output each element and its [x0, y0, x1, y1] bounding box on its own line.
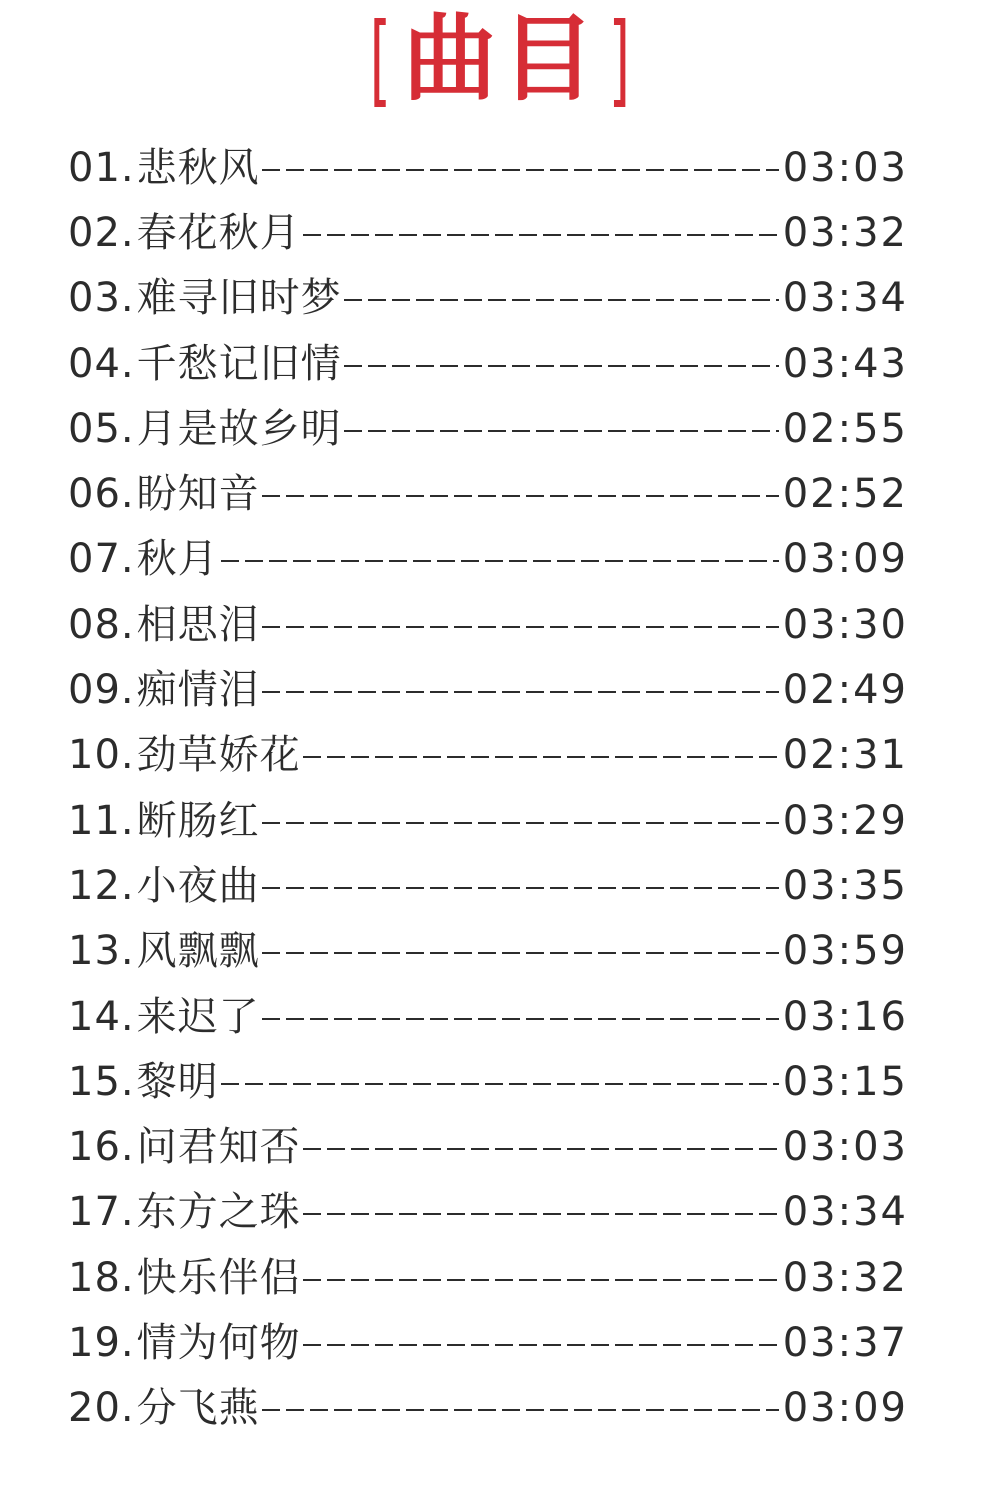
track-name: 问君知否: [136, 1124, 301, 1171]
dash-leader: [262, 495, 779, 497]
dash-leader: [262, 1018, 779, 1020]
track-number: 18.: [68, 1254, 135, 1301]
track-duration: 03:30: [782, 601, 908, 648]
track-duration: 03:34: [782, 275, 908, 322]
track-number: 17.: [68, 1189, 135, 1236]
track-name: 劲草娇花: [136, 732, 301, 779]
dash-leader: [344, 365, 779, 367]
dash-leader: [303, 1148, 779, 1150]
track-row: [68, 919, 908, 984]
track-row: [68, 853, 908, 918]
track-number: 12.: [68, 862, 135, 909]
track-name: 来迟了: [136, 993, 260, 1040]
track-duration: 03:09: [782, 1385, 908, 1432]
dash-leader: [303, 1213, 779, 1215]
dash-leader: [344, 299, 779, 301]
dash-leader: [262, 887, 779, 889]
track-duration: 03:09: [782, 536, 908, 583]
track-duration: 02:52: [782, 471, 908, 518]
track-row: [68, 592, 908, 657]
dash-leader: [262, 822, 779, 824]
track-number: 16.: [68, 1124, 135, 1171]
track-row: [68, 1310, 908, 1375]
track-row: [68, 1180, 908, 1245]
title-open-bracket: [: [369, 1, 394, 118]
track-number: 15.: [68, 1058, 135, 1105]
track-row: [68, 1376, 908, 1441]
track-number: 07.: [68, 536, 135, 583]
track-name: 月是故乡明: [136, 405, 342, 452]
title-close-bracket: ]: [608, 1, 633, 118]
dash-leader: [262, 626, 779, 628]
dash-leader: [303, 234, 779, 236]
track-number: 01.: [68, 144, 135, 191]
track-duration: 03:37: [782, 1319, 908, 1366]
track-duration: 03:59: [782, 928, 908, 975]
track-number: 04.: [68, 340, 135, 387]
track-row: [68, 788, 908, 853]
track-name: 悲秋风: [136, 144, 260, 191]
track-number: 20.: [68, 1385, 135, 1432]
dash-leader: [262, 169, 779, 171]
dash-leader: [303, 1279, 779, 1281]
track-name: 小夜曲: [136, 862, 260, 909]
track-number: 05.: [68, 405, 135, 452]
track-duration: 03:32: [782, 209, 908, 256]
track-name: 千愁记旧情: [136, 340, 342, 387]
track-row: [68, 723, 908, 788]
track-name: 难寻旧时梦: [136, 275, 342, 322]
track-row: [68, 1114, 908, 1179]
title-text: 曲目: [402, 5, 599, 114]
track-duration: 03:34: [782, 1189, 908, 1236]
track-number: 09.: [68, 667, 135, 714]
track-duration: 03:32: [782, 1254, 908, 1301]
track-duration: 02:49: [782, 667, 908, 714]
track-name: 风飘飘: [136, 928, 260, 975]
dash-leader: [262, 952, 779, 954]
track-number: 06.: [68, 471, 135, 518]
track-row: [68, 135, 908, 200]
track-duration: 03:16: [782, 993, 908, 1040]
track-number: 19.: [68, 1319, 135, 1366]
track-number: 03.: [68, 275, 135, 322]
track-row: [68, 461, 908, 526]
track-number: 08.: [68, 601, 135, 648]
track-duration: 03:03: [782, 1124, 908, 1171]
track-row: [68, 200, 908, 265]
dash-leader: [303, 756, 779, 758]
track-duration: 03:43: [782, 340, 908, 387]
track-number: 13.: [68, 928, 135, 975]
track-row: [68, 1245, 908, 1310]
page-title: [0, 0, 1002, 120]
track-row: [68, 1049, 908, 1114]
track-row: [68, 984, 908, 1049]
track-number: 14.: [68, 993, 135, 1040]
track-duration: 02:55: [782, 405, 908, 452]
track-row: [68, 396, 908, 461]
track-row: [68, 527, 908, 592]
dash-leader: [221, 560, 779, 562]
dash-leader: [221, 1083, 779, 1085]
track-name: 相思泪: [136, 601, 260, 648]
track-row: [68, 657, 908, 722]
track-duration: 03:35: [782, 862, 908, 909]
dash-leader: [262, 691, 779, 693]
track-name: 黎明: [136, 1058, 219, 1105]
dash-leader: [344, 430, 779, 432]
track-duration: 03:03: [782, 144, 908, 191]
dash-leader: [262, 1409, 779, 1411]
track-name: 分飞燕: [136, 1385, 260, 1432]
track-name: 秋月: [136, 536, 219, 583]
track-name: 东方之珠: [136, 1189, 301, 1236]
track-number: 02.: [68, 209, 135, 256]
track-number: 10.: [68, 732, 135, 779]
track-name: 春花秋月: [136, 209, 301, 256]
track-name: 盼知音: [136, 471, 260, 518]
track-list: [68, 135, 908, 1441]
track-name: 情为何物: [136, 1319, 301, 1366]
track-duration: 03:15: [782, 1058, 908, 1105]
track-name: 断肠红: [136, 797, 260, 844]
track-number: 11.: [68, 797, 135, 844]
track-row: [68, 266, 908, 331]
track-name: 快乐伴侣: [136, 1254, 301, 1301]
dash-leader: [303, 1344, 779, 1346]
track-name: 痴情泪: [136, 667, 260, 714]
track-duration: 02:31: [782, 732, 908, 779]
track-row: [68, 331, 908, 396]
track-duration: 03:29: [782, 797, 908, 844]
